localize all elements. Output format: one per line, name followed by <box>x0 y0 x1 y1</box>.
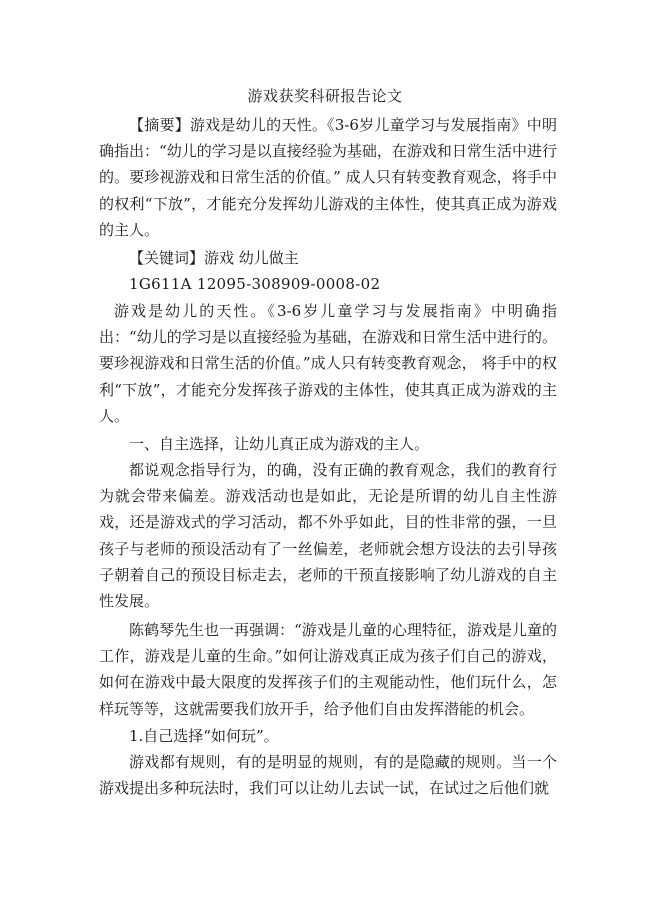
body-paragraph: 游戏都有规则，有的是明显的规则，有的是隐藏的规则。当一个游戏提出多种玩法时，我们可以让幼儿去试一试，在试过之后他们就 <box>99 753 557 798</box>
keywords-paragraph: 【关键词】游戏 幼儿做主 <box>129 249 299 267</box>
subsection-heading: 1.自己选择“如何玩”。 <box>129 727 279 745</box>
body-paragraph: 都说观念指导行为，的确，没有正确的教育观念，我们的教育行为就会带来偏差。游戏活动也是如此，无论是所谓的幼儿自主性游戏，还是游戏式的学习活动，都不外乎如此，目的性非常的强，一旦孩子与老师的预设活动有了一丝偏差，老师就会想方设法的去引导孩子朝着自己的预设目标走去，老师的干预直接影响了幼儿游戏的自主性发展。 <box>99 461 557 611</box>
body-paragraph: 陈鹤琴先生也一再强调：“游戏是儿童的心理特征，游戏是儿童的工作，游戏是儿童的生命。”如何让游戏真正成为孩子们自己的游戏，如何在游戏中最大限度的发挥孩子们的主观能动性，他们玩什么，怎样玩等等，这就需要我们放开手，给予他们自由发挥潜能的机会。 <box>99 621 557 718</box>
document-title: 游戏获奖科研报告论文 <box>247 87 403 105</box>
classification-code: 1G611A 12095-308909-0008-02 <box>129 275 381 293</box>
section-heading: 一、自主选择，让幼儿真正成为游戏的主人。 <box>129 435 430 453</box>
intro-paragraph: 游戏是幼儿的天性。《3-6岁儿童学习与发展指南》中明确指出：“幼儿的学习是以直接经验为基础，在游戏和日常生活中进行的。要珍视游戏和日常生活的价值。”成人只有转变教育观念， 将手中的权利“下放”，才能充分发挥孩子游戏的主体性，使其真正成为游戏的主人。 <box>99 302 557 425</box>
abstract-paragraph: 【摘要】游戏是幼儿的天性。《3-6岁儿童学习与发展指南》中明确指出：“幼儿的学习是以直接经验为基础，在游戏和日常生活中进行的。要珍视游戏和日常生活的价值。” 成人只有转变教育观念，将手中的权利“下放”，才能充分发挥幼儿游戏的主体性，使其真正成为游戏的主人。 <box>99 116 557 239</box>
